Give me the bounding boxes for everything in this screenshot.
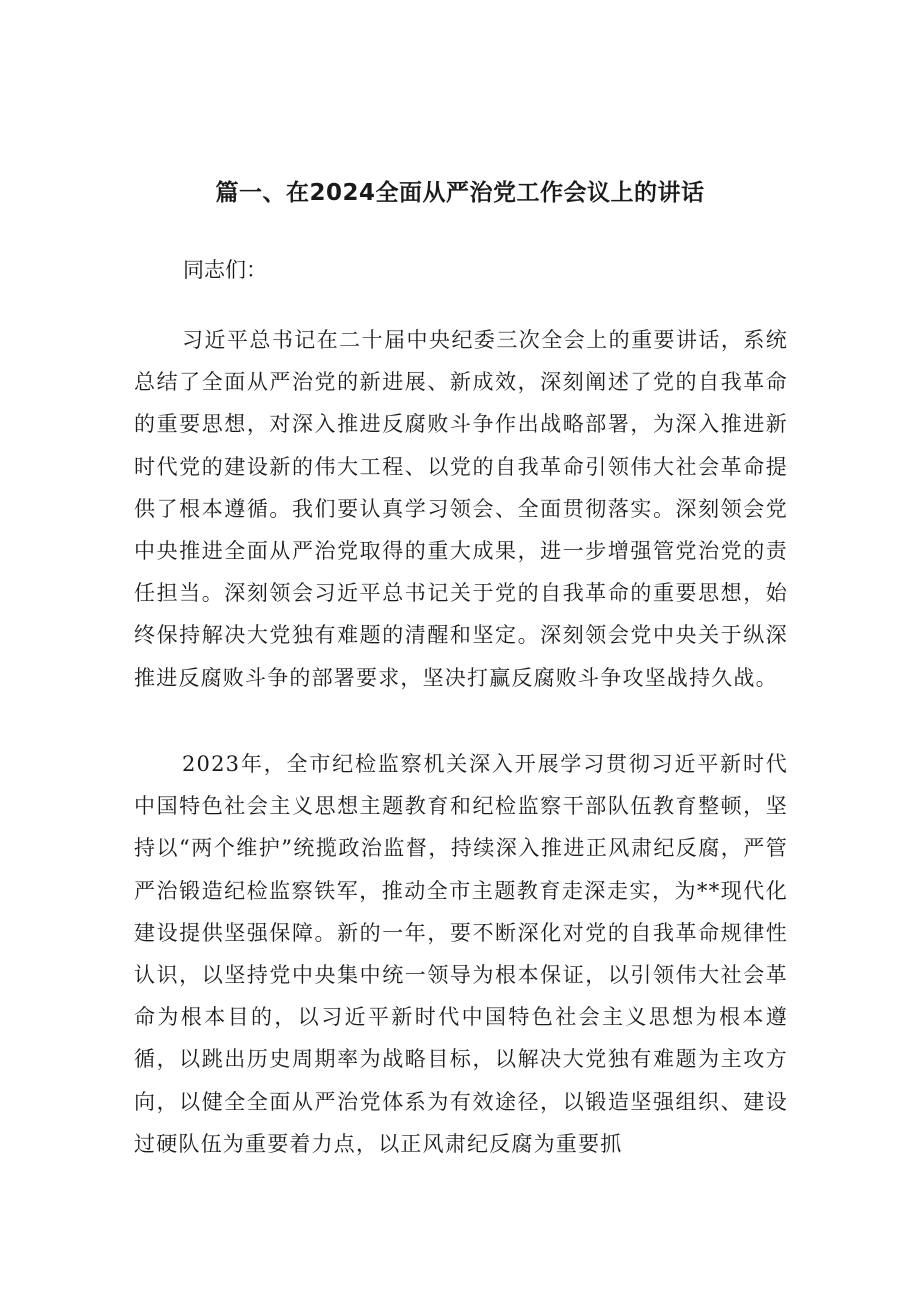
body-paragraph-2: 2023年，全市纪检监察机关深入开展学习贯彻习近平新时代中国特色社会主义思想主题教育和纪检监察干部队伍教育整顿，坚持以“两个维护”统揽政治监督，持续深入推进正风肃纪反腐，严管严治锻造纪检监察铁军，推动全市主题教育走深走实，为**现代化建设提供坚强保障。新的一年，要不断深化对党的自我革命规律性认识，以坚持党中央集中统一领导为根本保证，以引领伟大社会革命为根本目的，以习近平新时代中国特色社会主义思想为根本遵循，以跳出历史周期率为战略目标，以解决大党独有难题为主攻方向，以健全全面从严治党体系为有效途径，以锻造坚强组织、建设过硬队伍为重要着力点，以正风肃纪反腐为重要抓 [134, 752, 788, 1156]
salutation: 同志们： [183, 258, 267, 282]
body-paragraph-1: 习近平总书记在二十届中央纪委三次全会上的重要讲话，系统总结了全面从严治党的新进展、新成效，深刻阐述了党的自我革命的重要思想，对深入推进反腐败斗争作出战略部署，为深入推进新时代党的建设新的伟大工程、以党的自我革命引领伟大社会革命提供了根本遵循。我们要认真学习领会、全面贯彻落实。深刻领会党中央推进全面从严治党取得的重大成果，进一步增强管党治党的责任担当。深刻领会习近平总书记关于党的自我革命的重要思想，始终保持解决大党独有难题的清醒和坚定。深刻领会党中央关于纵深推进反腐败斗争的部署要求，坚决打赢反腐败斗争攻坚战持久战。 [134, 328, 788, 690]
document-title: 篇一、在2024全面从严治党工作会议上的讲话 [215, 180, 705, 206]
